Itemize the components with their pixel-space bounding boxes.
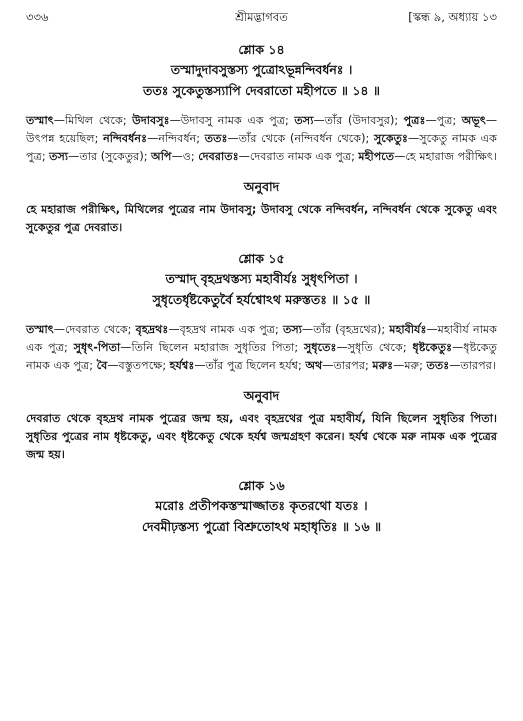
synonym-word: তস্মাৎ [26, 114, 54, 127]
synonym-word: উদাবসুঃ [132, 114, 170, 127]
synonym-meaning: —তাঁর (উদাবসুর); [313, 114, 404, 127]
sloka-14-line-1: তস্মাদুদাবসুস্তস্য পুত্রোঽভূন্নন্দিবর্ধনঃ । [170, 62, 353, 77]
synonym-word: মহাবীর্যঃ [389, 323, 427, 336]
section-indicator: [স্কন্ধ ৯, অধ্যায় ১৩ [408, 10, 497, 24]
synonym-word: পুত্রঃ [403, 114, 426, 127]
synonym-meaning: —তাঁর থেকে (নন্দিবর্ধন থেকে); [227, 132, 374, 145]
synonym-meaning: —দেবরাত নামক এক পুত্র; [238, 150, 359, 163]
synonym-meaning: —বৃহদ্রথ নামক এক পুত্র; [168, 323, 283, 336]
synonym-meaning: —উদাবসু নামক এক পুত্র; [169, 114, 295, 127]
synonym-meaning: —দেবরাত থেকে; [53, 323, 136, 336]
sloka-14-translation-heading: অনুবাদ [243, 179, 280, 194]
synonym-word: তস্মাৎ [26, 323, 54, 336]
synonym-meaning: —পুত্র; [425, 114, 462, 127]
synonym-word: বৃহদ্রথঃ [135, 323, 169, 336]
synonym-meaning: —তিনি ছিলেন মহারাজ সুধৃতির পিতা; [120, 341, 304, 354]
synonym-word: তস্য [282, 323, 302, 336]
synonym-word: ধৃষ্টকেতুঃ [412, 341, 453, 354]
synonym-word: তস্য [294, 114, 314, 127]
synonym-word: হর্যশ্বঃ [169, 359, 195, 372]
synonym-meaning: —নন্দিবর্ধন; [147, 132, 205, 145]
sloka-15-translation: দেবরাত থেকে বৃহদ্রথ নামক পুত্রের জন্ম হয়, এবং বৃহদ্রথের পুত্র মহাবীর্য, যিনি ছিলেন সুধৃতির পিতা। সুধৃতির পুত্রের নাম ধৃষ্টকেতু, এবং ধৃষ্টকেতু থেকে হর্যশ্ব জন্মগ্রহণ করেন। হর্যশ্ব থেকে মরু নামক এক পুত্রের জন্ম হয়। [26, 412, 497, 461]
sloka-14-synonyms [26, 112, 497, 166]
synonym-word: নন্দিবর্ধনঃ [103, 132, 148, 145]
synonym-word: সুধৃৎ-পিতা [73, 341, 121, 354]
synonym-word: তস্য [49, 150, 69, 163]
sloka-15-synonyms [26, 321, 497, 375]
synonym-word: বৈ [96, 359, 108, 372]
synonym-meaning: —মিথিল থেকে; [53, 114, 133, 127]
synonym-meaning: —তারপর; [322, 359, 373, 372]
synonym-meaning: —হে মহারাজ পরীক্ষিৎ। [394, 150, 497, 163]
synonym-meaning: —তাঁর (বৃহদ্রথের); [302, 323, 390, 336]
synonym-meaning: —তার (সুকেতুর); [68, 150, 152, 163]
synonym-meaning: —ধৃষ্টকেতু নামক এক পুত্র; [26, 341, 497, 372]
sloka-16-heading: শ্লোক ১৬ [238, 478, 285, 493]
synonym-word: সুকেতুঃ [373, 132, 409, 145]
sloka-15-translation-heading: অনুবাদ [243, 388, 280, 403]
synonym-word: মহীপতে [358, 150, 395, 163]
synonym-meaning: —তারপর। [449, 359, 496, 372]
synonym-meaning: —সুকেতু নামক এক পুত্র; [26, 132, 497, 163]
synonym-word: সুধৃতেঃ [303, 341, 337, 354]
sloka-15-line-2: সুধৃতের্ধৃষ্টকেতুর্বৈ হর্যশ্বোঽথ মরুস্ততঃ ॥ ১৫ ॥ [152, 292, 371, 307]
synonym-meaning: —সুধৃতি থেকে; [336, 341, 413, 354]
synonym-word: অথ [305, 359, 323, 372]
synonym-meaning: —বস্তুতপক্ষে; [107, 359, 170, 372]
sloka-14-line-2: ততঃ সুকেতুস্তস্যাপি দেবরাতো মহীপতে ॥ ১৪ ॥ [143, 83, 380, 98]
sloka-15-heading: শ্লোক ১৫ [238, 251, 285, 266]
page-header [26, 6, 497, 28]
sloka-14-heading: শ্লোক ১৪ [238, 42, 285, 57]
synonym-meaning: —তাঁর পুত্র ছিলেন হর্যশ্ব; [194, 359, 306, 372]
sloka-16-line-2: দেবমীঢ়স্তস্য পুত্রো বিশ্রুতোঽথ মহাধৃতিঃ ॥ ১৬ ॥ [141, 519, 382, 534]
sloka-15-line-1: তস্মাদ্ বৃহদ্রথস্তস্য মহাবীর্যঃ সুধৃৎপিতা । [165, 271, 358, 286]
synonym-word: দেবরাতঃ [198, 150, 239, 163]
synonym-word: অপি [151, 150, 172, 163]
synonym-meaning: —ও; [171, 150, 199, 163]
synonym-word: ততঃ [426, 359, 450, 372]
sloka-16-line-1: মরোঃ প্রতীপকস্তস্মাজ্জাতঃ কৃতরথো যতঃ । [155, 498, 368, 513]
synonym-meaning: —মহাবীর্য নামক এক পুত্র; [26, 323, 497, 354]
synonym-word: মরুঃ [372, 359, 394, 372]
synonym-word: ততঃ [204, 132, 228, 145]
synonym-word: অভূৎ [461, 114, 486, 127]
synonym-meaning: —উৎপন্ন হয়েছিল; [26, 114, 497, 145]
page-number: ৩৩৬ [26, 10, 49, 24]
book-title: শ্রীমদ্ভাগবত [235, 10, 288, 24]
sloka-14-translation: হে মহারাজ পরীক্ষিৎ, মিথিলের পুত্রের নাম উদাবসু; উদাবসু থেকে নন্দিবর্ধন, নন্দিবর্ধন থেকে সুকেতু এবং সুকেতুর পুত্র দেবরাত। [26, 203, 497, 234]
synonym-meaning: —মরু; [393, 359, 427, 372]
